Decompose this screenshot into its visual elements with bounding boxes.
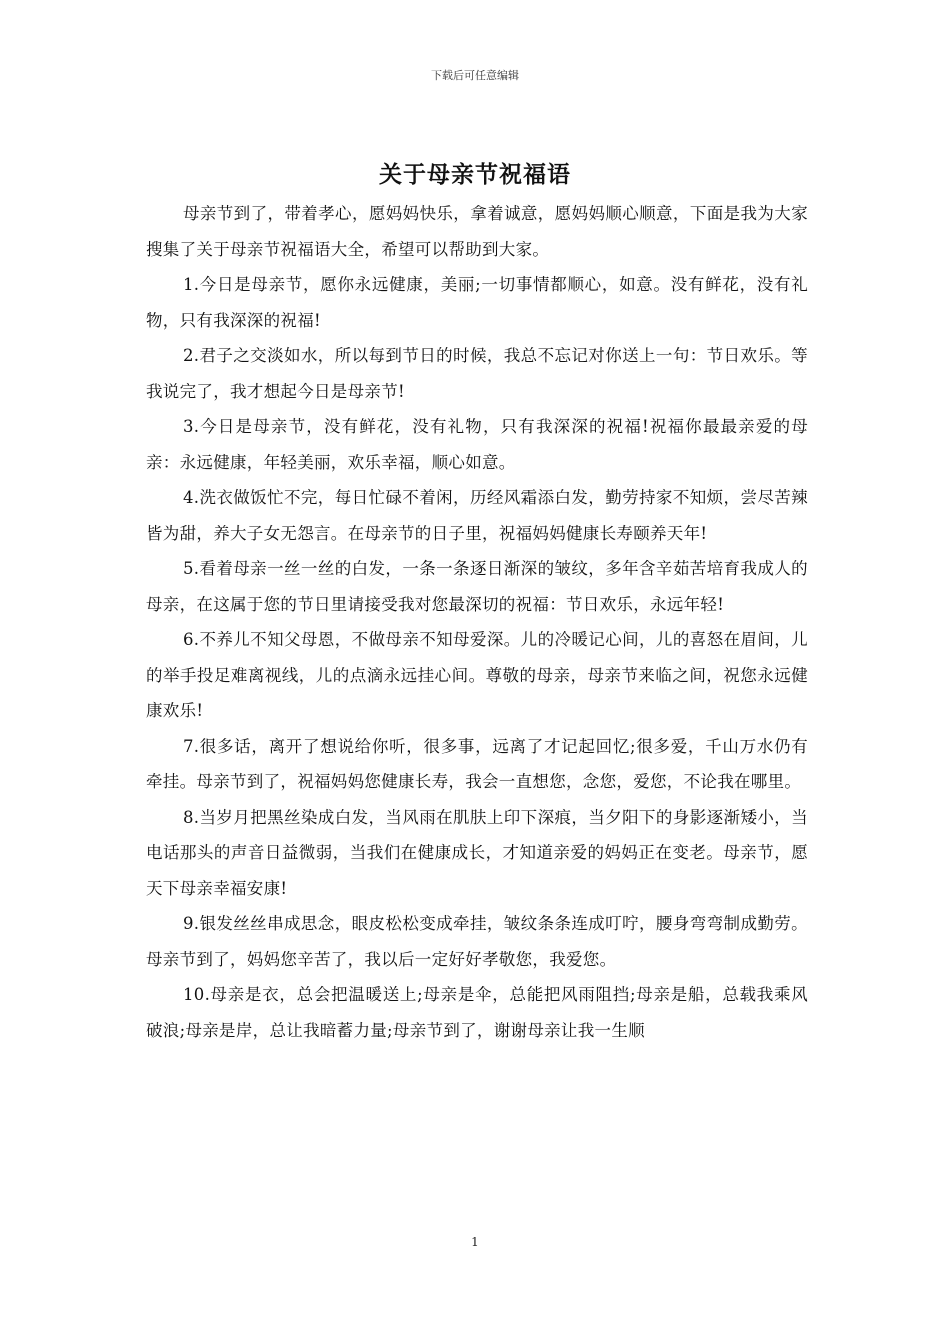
document-title: 关于母亲节祝福语	[379, 161, 571, 188]
blessing-paragraph-3: 3.今日是母亲节，没有鲜花，没有礼物，只有我深深的祝福!祝福你最最亲爱的母亲：永远健康，年轻美丽，欢乐幸福，顺心如意。	[146, 417, 808, 472]
blessing-paragraph-6: 6.不养儿不知父母恩，不做母亲不知母爱深。儿的冷暖记心间，儿的喜怒在眉间，儿的举手投足难离视线，儿的点滴永远挂心间。尊敬的母亲，母亲节来临之间，祝您永远健康欢乐!	[146, 630, 808, 720]
blessing-paragraph-10: 10.母亲是衣，总会把温暖送上;母亲是伞，总能把风雨阻挡;母亲是船，总载我乘风破浪;母亲是岸，总让我暗蓄力量;母亲节到了，谢谢母亲让我一生顺	[146, 985, 808, 1040]
blessing-paragraph-8: 8.当岁月把黑丝染成白发，当风雨在肌肤上印下深痕，当夕阳下的身影逐渐矮小，当电话那头的声音日益微弱，当我们在健康成长，才知道亲爱的妈妈正在变老。母亲节，愿天下母亲幸福安康!	[146, 807, 808, 898]
blessing-paragraph-7: 7.很多话，离开了想说给你听，很多事，远离了才记起回忆;很多爱，千山万水仍有牵挂。母亲节到了，祝福妈妈您健康长寿，我会一直想您，念您，爱您，不论我在哪里。	[146, 736, 808, 791]
blessing-paragraph-1: 1.今日是母亲节，愿你永远健康，美丽;一切事情都顺心，如意。没有鲜花，没有礼物，只有我深深的祝福!	[146, 275, 808, 330]
blessing-paragraph-2: 2.君子之交淡如水，所以每到节日的时候，我总不忘记对你送上一句：节日欢乐。等我说完了，我才想起今日是母亲节!	[146, 346, 808, 401]
page-header: 下载后可任意编辑	[431, 69, 519, 82]
intro-paragraph: 母亲节到了，带着孝心，愿妈妈快乐，拿着诚意，愿妈妈顺心顺意，下面是我为大家搜集了关于母亲节祝福语大全，希望可以帮助到大家。	[146, 204, 808, 259]
blessing-paragraph-4: 4.洗衣做饭忙不完，每日忙碌不着闲，历经风霜添白发，勤劳持家不知烦，尝尽苦辣皆为甜，养大子女无怨言。在母亲节的日子里，祝福妈妈健康长寿颐养天年!	[146, 488, 808, 543]
document-body	[146, 196, 808, 1048]
blessing-paragraph-5: 5.看着母亲一丝一丝的白发，一条一条逐日渐深的皱纹，多年含辛茹苦培育我成人的母亲，在这属于您的节日里请接受我对您最深切的祝福：节日欢乐，永远年轻!	[146, 559, 808, 614]
page-number: 1	[471, 1235, 479, 1249]
blessing-paragraph-9: 9.银发丝丝串成思念，眼皮松松变成牵挂，皱纹条条连成叮咛，腰身弯弯制成勤劳。母亲节到了，妈妈您辛苦了，我以后一定好好孝敬您，我爱您。	[146, 914, 808, 969]
